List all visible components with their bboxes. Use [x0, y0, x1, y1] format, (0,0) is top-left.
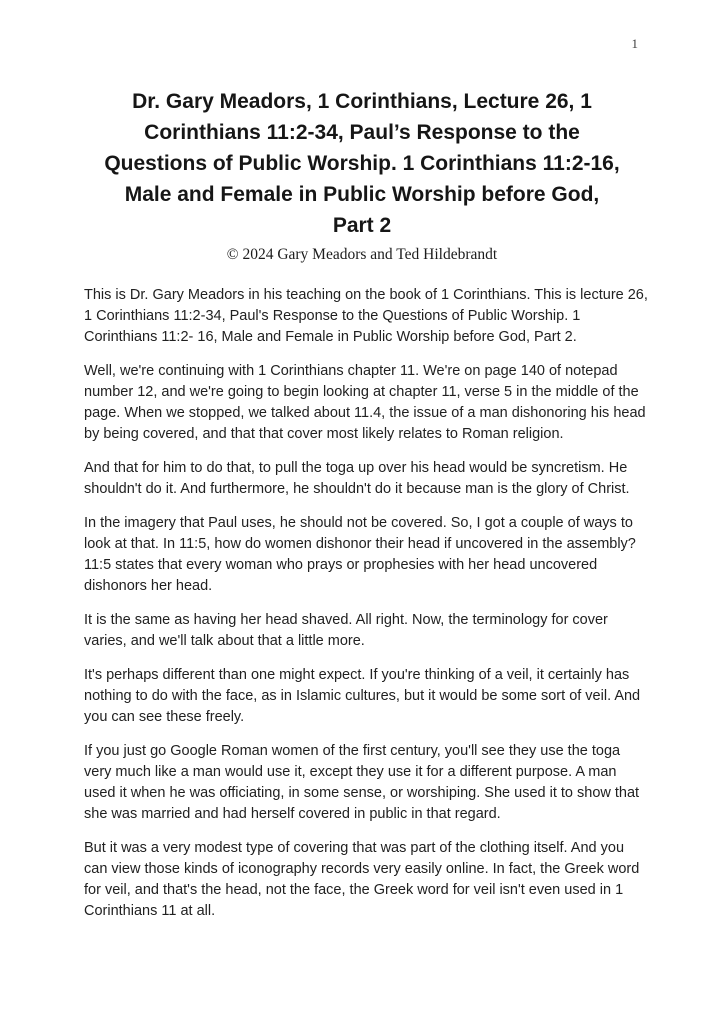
paragraph: In the imagery that Paul uses, he should not be covered. So, I got a couple of ways to look at that. In 11:5, how do women dishonor their head if uncovered in the assembly? 11:5 states that every woman who prays or prophesies with her head uncovered dishonors her head. [84, 515, 636, 594]
document-body [84, 285, 650, 922]
title-line: Male and Female in Public Worship before God, [124, 183, 600, 206]
paragraph: If you just go Google Roman women of the first century, you'll see they use the toga very much like a man would use it, except they use it for a different purpose. A man used it when he was officiating, in some sense, or worshiping. She used it to show that she was married and had herself covered in public in that regard. [84, 743, 640, 822]
title-line: Questions of Public Worship. 1 Corinthians 11:2-16, [104, 152, 620, 175]
paragraph: This is Dr. Gary Meadors in his teaching on the book of 1 Corinthians. This is lecture 26, 1 Corinthians 11:2-34, Paul's Response to the Questions of Public Worship. 1 Corinthians 11:2- 16, Male and Female in Public Worship before God, Part 2. [84, 287, 648, 345]
paragraph: But it was a very modest type of covering that was part of the clothing itself. And you can view those kinds of iconography records very easily online. In fact, the Greek word for veil, and that's the head, not the face, the Greek word for veil isn't even used in 1 Corinthians 11 at all. [84, 840, 640, 919]
copyright-line: © 2024 Gary Meadors and Ted Hildebrandt [226, 246, 498, 263]
paragraph: Well, we're continuing with 1 Corinthians chapter 11. We're on page 140 of notepad number 12, and we're going to begin looking at chapter 11, verse 5 in the middle of the page. When we stopped, we talked about 11.4, the issue of a man dishonoring his head by being covered, and that that cover most likely relates to Roman religion. [84, 363, 646, 442]
title-line: Corinthians 11:2-34, Paul’s Response to the [144, 121, 580, 144]
paragraph: It is the same as having her head shaved. All right. Now, the terminology for cover varies, and we'll talk about that a little more. [84, 612, 608, 649]
title-line: Dr. Gary Meadors, 1 Corinthians, Lecture 26, 1 [132, 90, 592, 113]
title-line: Part 2 [332, 214, 392, 237]
document-title [0, 0, 724, 241]
page-number: 1 [631, 36, 638, 51]
paragraph: And that for him to do that, to pull the toga up over his head would be syncretism. He shouldn't do it. And furthermore, he shouldn't do it because man is the glory of Christ. [84, 460, 630, 497]
paragraph: It's perhaps different than one might expect. If you're thinking of a veil, it certainly has nothing to do with the face, as in Islamic cultures, but it would be some sort of veil. And you can see these freely. [84, 667, 641, 725]
